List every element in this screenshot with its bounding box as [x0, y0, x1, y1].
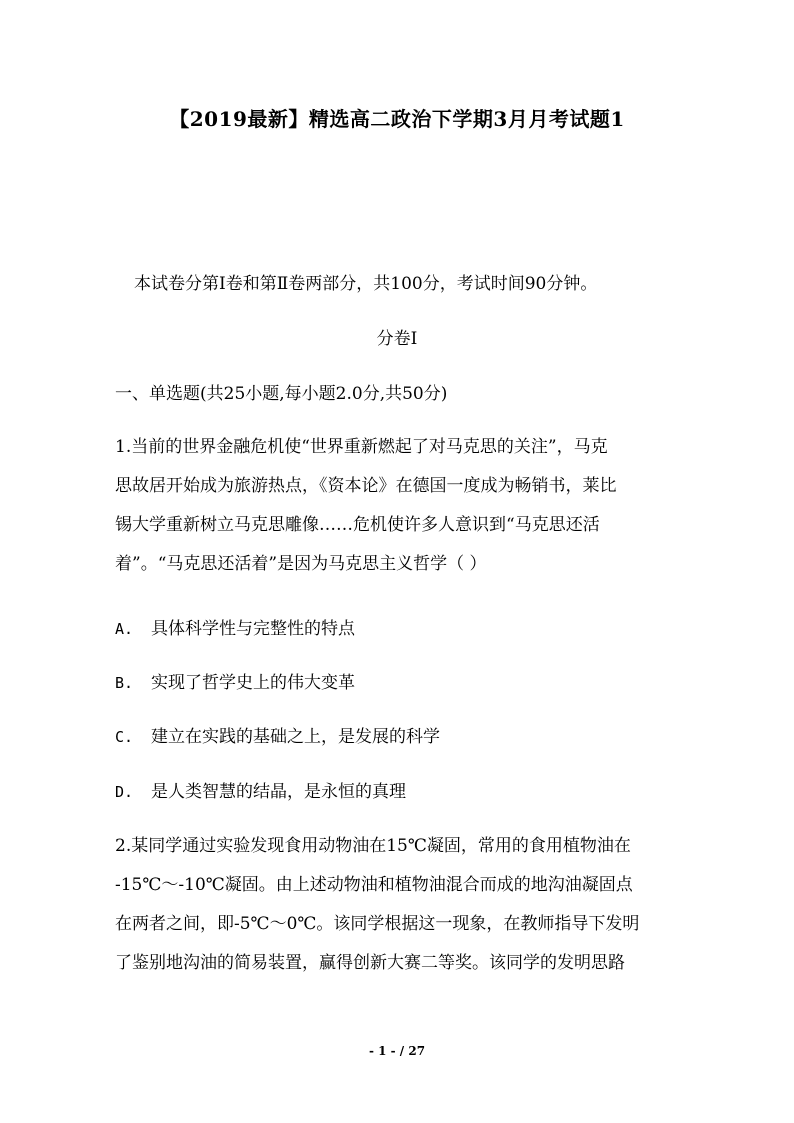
question-2-line-4: 了鉴别地沟油的简易装置，赢得创新大赛二等奖。该同学的发明思路 [115, 953, 625, 973]
question-1 [115, 428, 683, 584]
question-1-line-4: 着”。“马克思还活着”是因为马克思主义哲学（ ） [115, 554, 487, 574]
option-text: 实现了哲学史上的伟大变革 [151, 673, 355, 693]
question-2-line-2: -15℃～-10℃凝固。由上述动物油和植物油混合而成的地沟油凝固点 [115, 875, 633, 895]
section-heading: 分卷I [376, 329, 418, 349]
question-1-line-3: 锡大学重新树立马克思雕像……危机使许多人意识到“马克思还活 [115, 515, 600, 535]
question-1-line-2: 思故居开始成为旅游热点，《资本论》在德国一度成为畅销书，莱比 [115, 476, 617, 496]
option-letter: A. [115, 620, 134, 638]
option-letter: D. [115, 783, 134, 801]
page-number: - 1 - / 27 [368, 1044, 426, 1058]
question-2-line-3: 在两者之间，即-5℃～0℃。该同学根据这一现象，在教师指导下发明 [115, 914, 640, 934]
question-1-line-1: 1.当前的世界金融危机使“世界重新燃起了对马克思的关注”，马克 [115, 437, 608, 457]
question-2-line-1: 2.某同学通过实验发现食用动物油在15℃凝固，常用的食用植物油在 [115, 836, 631, 856]
document-title: 【2019最新】精选高二政治下学期3月月考试题1 [169, 107, 625, 131]
question-1-option-b [115, 671, 355, 695]
part-heading: 一、单选题(共25小题,每小题2.0分,共50分) [115, 384, 448, 404]
question-2 [115, 827, 683, 983]
question-1-option-d [115, 780, 406, 804]
option-text: 是人类智慧的结晶，是永恒的真理 [151, 782, 406, 802]
option-text: 建立在实践的基础之上，是发展的科学 [151, 727, 440, 747]
option-text: 具体科学性与完整性的特点 [151, 619, 355, 639]
exam-intro: 本试卷分第Ⅰ卷和第Ⅱ卷两部分，共100分，考试时间90分钟。 [134, 274, 598, 294]
option-letter: C. [115, 728, 134, 746]
option-letter: B. [115, 674, 134, 692]
question-1-option-c [115, 725, 440, 749]
question-1-option-a [115, 617, 355, 641]
